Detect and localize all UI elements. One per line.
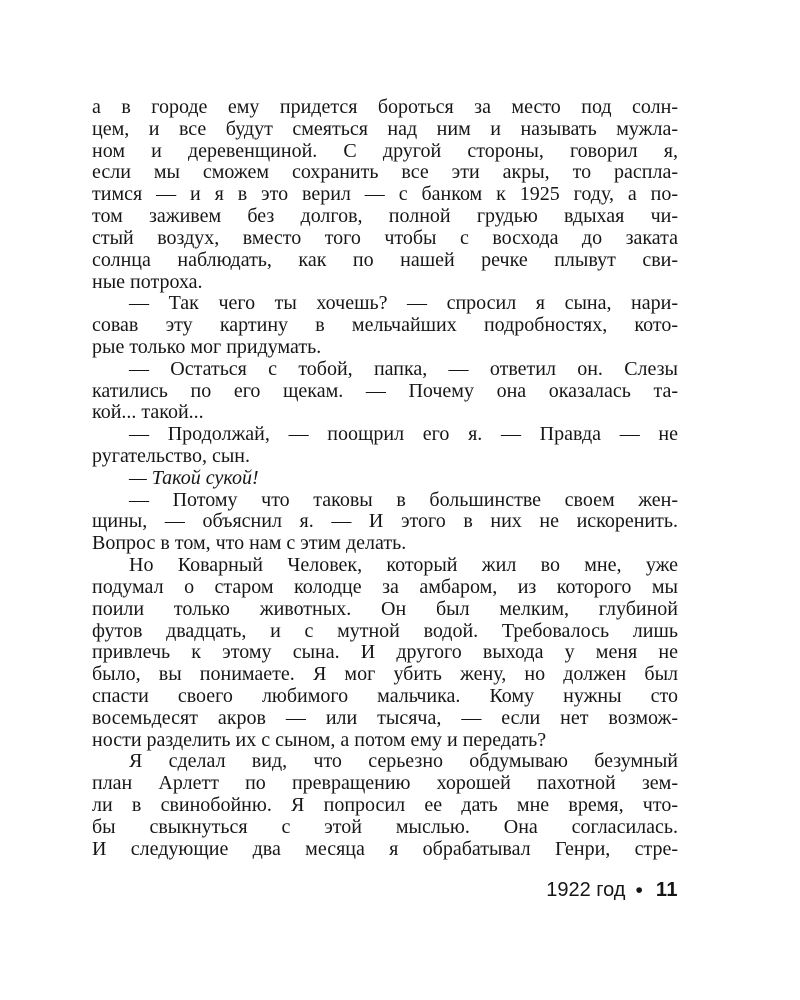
text-line: том заживем без долгов, полной грудью вдыхая чи- <box>92 205 678 228</box>
running-title: 1922 год <box>546 879 626 901</box>
text-line: тимся — и я в это верил — с банком к 1925 году, а по- <box>92 183 678 206</box>
page-footer <box>92 879 678 903</box>
text-line: ли в свинобойню. Я попросил ее дать мне время, что- <box>92 794 678 816</box>
text-line: план Арлетт по превращению хорошей пахотной зем- <box>92 772 678 795</box>
text-line: привлечь к этому сына. И другого выхода у меня не <box>92 641 678 664</box>
page-number: 11 <box>655 879 678 901</box>
text-line: — Продолжай, — поощрил его я. — Правда — не <box>129 423 678 446</box>
footer-bullet: • <box>635 879 643 902</box>
text-line: футов двадцать, и с мутной водой. Требовалось лишь <box>92 619 678 642</box>
text-line: спасти своего любимого мальчика. Кому нужны сто <box>92 684 678 707</box>
text-line: Но Коварный Человек, который жил во мне, уже <box>129 554 678 577</box>
text-line: подумал о старом колодце за амбаром, из которого мы <box>92 575 678 598</box>
text-line: И следующие два месяца я обрабатывал Генри, стре- <box>92 837 678 860</box>
text-line: кой... такой... <box>92 401 204 424</box>
text-line: — Потому что таковы в большинстве своем жен- <box>129 488 678 511</box>
text-line: Я сделал вид, что серьезно обдумываю безумный <box>129 750 678 773</box>
text-line: катились по его щекам. — Почему она оказалась та- <box>92 379 678 402</box>
text-line: солнца наблюдать, как по нашей речке плывут сви- <box>92 248 678 271</box>
text-line: цем, и все будут смеяться над ним и называть мужла- <box>92 117 678 140</box>
text-line: бы свыкнуться с этой мыслью. Она согласилась. <box>92 815 678 838</box>
text-line: а в городе ему придется бороться за место под солн- <box>92 96 678 118</box>
text-line: ном и деревенщиной. С другой стороны, говорил я, <box>92 139 678 162</box>
text-line: стый воздух, вместо того чтобы с восхода до заката <box>92 226 678 249</box>
text-line: — Такой сукой! <box>129 466 259 489</box>
text-line: — Остаться с тобой, папка, — ответил он. Слезы <box>129 357 678 380</box>
text-line: — Так чего ты хочешь? — спросил я сына, нари- <box>129 292 678 315</box>
text-line: щины, — объяснил я. — И этого в них не искоренить. <box>92 510 678 533</box>
text-line: если мы сможем сохранить все эти акры, то распла- <box>92 161 678 184</box>
text-line: Вопрос в том, что нам с этим делать. <box>92 532 407 555</box>
text-line: ругательство, сын. <box>92 445 250 467</box>
text-line: поили только животных. Он был мелким, глубиной <box>92 597 678 620</box>
text-line: ности разделить их с сыном, а потом ему и передать? <box>92 728 547 751</box>
text-line: совав эту картину в мельчайших подробностях, кото- <box>92 314 678 337</box>
text-line: восемьдесят акров — или тысяча, — если нет возмож- <box>92 706 678 729</box>
page-text <box>92 97 678 860</box>
text-line: рые только мог придумать. <box>92 335 322 358</box>
text-line: ные потроха. <box>92 270 203 293</box>
text-line: было, вы понимаете. Я мог убить жену, но должен был <box>92 663 678 686</box>
